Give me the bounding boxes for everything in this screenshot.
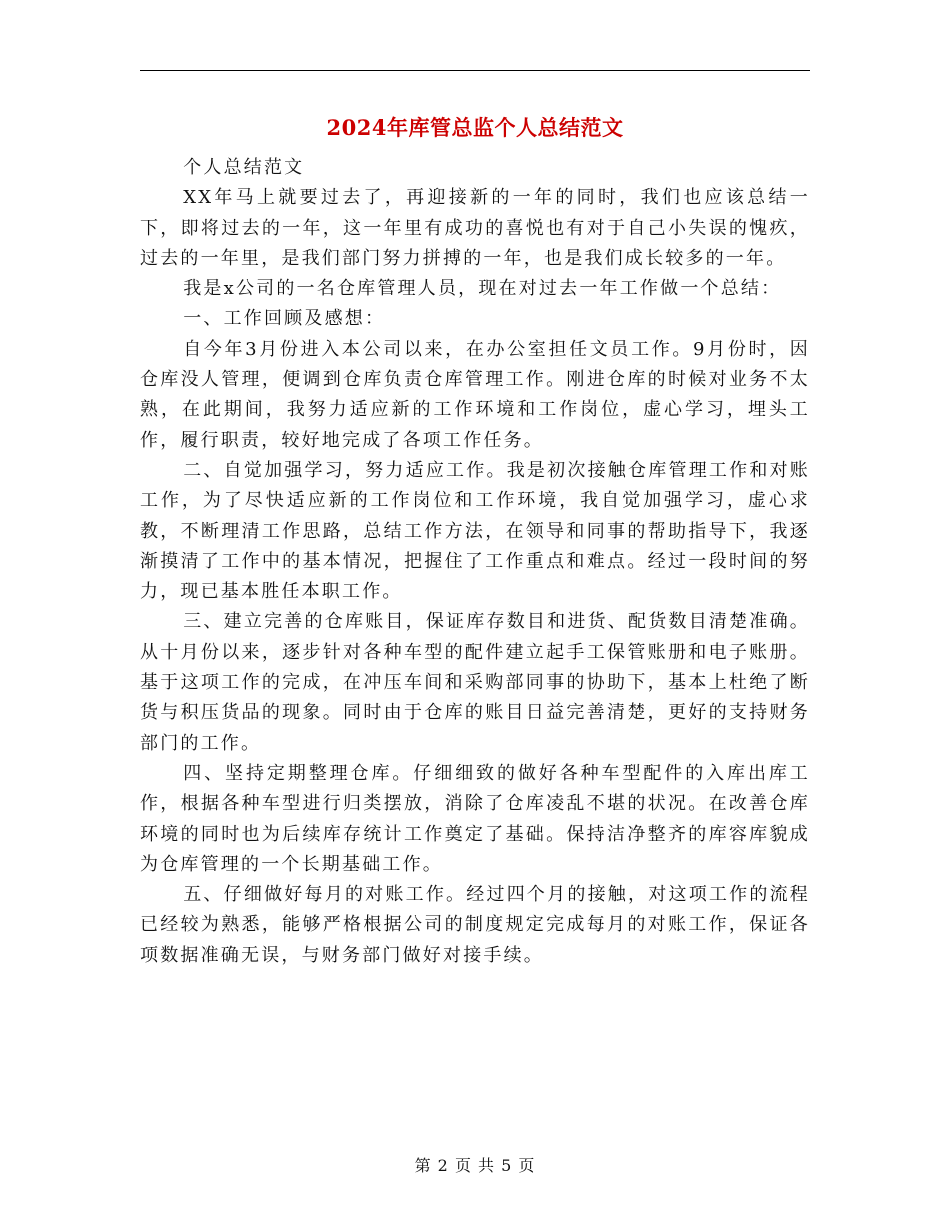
paragraph-point-three: 三、建立完善的仓库账目，保证库存数目和进货、配货数目清楚准确。从十月份以来，逐步针对各种车型的配件建立起手工保管账册和电子账册。基于这项工作的完成，在冲压车间和采购部同事的协助下，基本上杜绝了断货与积压货品的现象。同时由于仓库的账目日益完善清楚，更好的支持财务部门的工作。: [140, 611, 810, 754]
page-number: 第 2 页 共 5 页: [414, 1156, 536, 1175]
paragraph-intro: XX年马上就要过去了，再迎接新的一年的同时，我们也应该总结一下，即将过去的一年，这一年里有成功的喜悦也有对于自己小失误的愧疚，过去的一年里，是我们部门努力拼搏的一年，也是我们成长较多的一年。: [140, 187, 810, 269]
header-rule: [140, 70, 810, 71]
paragraph-point-five: 五、仔细做好每月的对账工作。经过四个月的接触，对这项工作的流程已经较为熟悉，能够严格根据公司的制度规定完成每月的对账工作，保证各项数据准确无误，与财务部门做好对接手续。: [140, 884, 810, 966]
document-body: [140, 153, 810, 971]
paragraph-self-intro: 我是x公司的一名仓库管理人员，现在对过去一年工作做一个总结：: [183, 278, 782, 300]
paragraph-point-four: 四、坚持定期整理仓库。仔细细致的做好各种车型配件的入库出库工作，根据各种车型进行归类摆放，消除了仓库凌乱不堪的状况。在改善仓库环境的同时也为后续库存统计工作奠定了基础。保持洁净整齐的库容库貌成为仓库管理的一个长期基础工作。: [140, 762, 810, 875]
document-title: 2024年库管总监个人总结范文: [326, 115, 624, 140]
paragraph-subtitle: 个人总结范文: [183, 157, 305, 178]
paragraph-work-review: 自今年3月份进入本公司以来，在办公室担任文员工作。9月份时，因仓库没人管理，便调到仓库负责仓库管理工作。刚进仓库的时候对业务不太熟，在此期间，我努力适应新的工作环境和工作岗位，虚心学习，埋头工作，履行职责，较好地完成了各项工作任务。: [140, 338, 810, 451]
paragraph-point-two: 二、自觉加强学习，努力适应工作。我是初次接触仓库管理工作和对账工作，为了尽快适应新的工作岗位和工作环境，我自觉加强学习，虚心求教，不断理清工作思路，总结工作方法，在领导和同事的帮助指导下，我逐渐摸清了工作中的基本情况，把握住了工作重点和难点。经过一段时间的努力，现已基本胜任本职工作。: [140, 459, 810, 603]
paragraph-section-heading: 一、工作回顾及感想：: [183, 308, 386, 330]
